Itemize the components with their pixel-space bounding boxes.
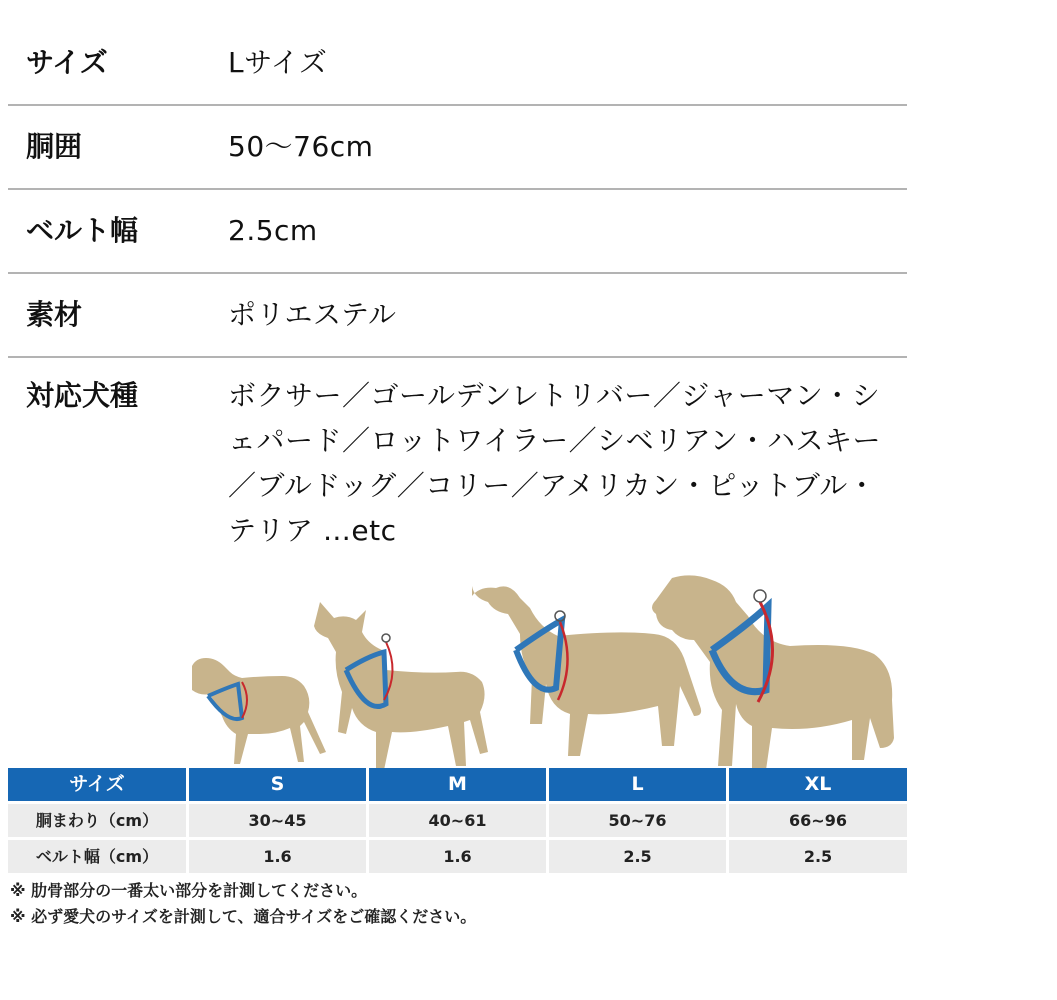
table-cell: 2.5 (726, 840, 907, 873)
spec-label: 胴囲 (26, 130, 83, 163)
spec-row-size (8, 22, 907, 106)
table-cell: 1.6 (366, 840, 546, 873)
dog-medium-figure (314, 602, 488, 770)
table-cell: 50~76 (546, 804, 726, 837)
spec-row-girth (8, 106, 907, 190)
table-cell: 40~61 (366, 804, 546, 837)
header-cell-xl: XL (726, 768, 907, 801)
size-chart-header-row (8, 768, 907, 801)
table-cell: 1.6 (186, 840, 366, 873)
row-label: 胴まわり（cm） (8, 804, 186, 837)
spec-label: ベルト幅 (26, 214, 139, 247)
spec-label: 対応犬種 (26, 379, 139, 412)
spec-value-breeds: ボクサー／ゴールデンレトリバー／ジャーマン・シェパード／ロットワイラー／シベリアン・ハスキー／ブルドッグ／コリー／アメリカン・ピットブル・テリア …etc (228, 379, 881, 547)
table-cell: 30~45 (186, 804, 366, 837)
header-cell-m: M (366, 768, 546, 801)
spec-label: 素材 (26, 298, 83, 331)
spec-row-breeds (8, 358, 907, 553)
size-chart-table (8, 768, 907, 873)
header-cell-s: S (186, 768, 366, 801)
table-cell: 2.5 (546, 840, 726, 873)
header-cell-size: サイズ (8, 768, 186, 801)
dog-small-figure (192, 658, 326, 764)
table-cell: 66~96 (726, 804, 907, 837)
dog-size-illustration (8, 566, 907, 770)
note-line: ※ 肋骨部分の一番太い部分を計測してください。 (10, 881, 368, 900)
spec-value: 50〜76cm (228, 130, 374, 163)
spec-label: サイズ (26, 46, 108, 79)
spec-row-belt-width (8, 190, 907, 274)
table-row (8, 837, 907, 873)
spec-table (8, 22, 907, 553)
measurement-notes (10, 878, 476, 930)
note-line: ※ 必ず愛犬のサイズを計測して、適合サイズをご確認ください。 (10, 907, 477, 926)
spec-value: Lサイズ (228, 46, 328, 79)
spec-value: 2.5cm (228, 214, 318, 247)
spec-row-material (8, 274, 907, 358)
spec-value: ポリエステル (228, 298, 397, 331)
header-cell-l: L (546, 768, 726, 801)
row-label: ベルト幅（cm） (8, 840, 186, 873)
table-row (8, 801, 907, 837)
